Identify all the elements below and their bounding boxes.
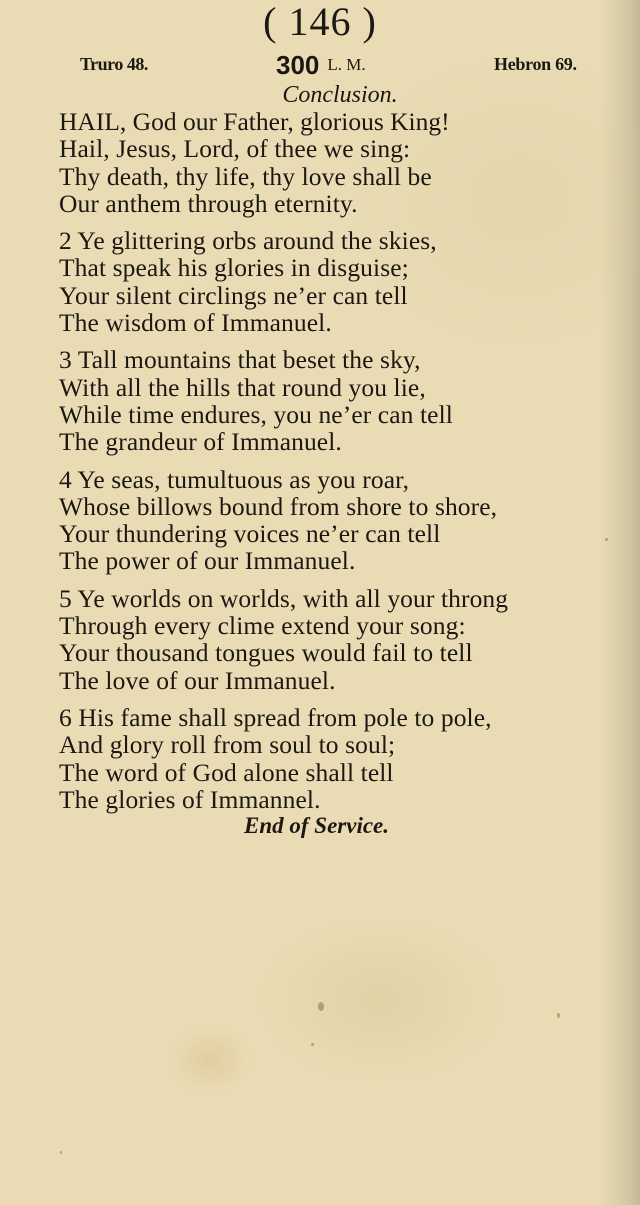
verse-line: 2 Ye glittering orbs around the skies, — [59, 226, 437, 256]
paper-speck — [60, 1151, 62, 1154]
verse-line: 4 Ye seas, tumultuous as you roar, — [59, 464, 410, 494]
verse-line: And glory roll from soul to soul; — [59, 730, 396, 760]
verse-line: 5 Ye worlds on worlds, with all your throng — [59, 583, 509, 613]
meter: L. M. — [327, 55, 366, 74]
verse-line: Through every clime extend your song: — [59, 611, 466, 641]
paper-speck — [557, 1013, 560, 1018]
stanza-6 — [59, 704, 639, 813]
verse-line: That speak his glories in disguise; — [59, 253, 409, 283]
verse-line: Hail, Jesus, Lord, of thee we sing: — [59, 134, 411, 164]
verse-line: The power of our Immanuel. — [59, 546, 356, 576]
verse-line: The grandeur of Immanuel. — [59, 427, 342, 457]
verse-line: Your thousand tongues would fail to tell — [59, 638, 473, 668]
verse-line: Our anthem through eternity. — [59, 188, 358, 218]
verse-line: Thy death, thy life, thy love shall be — [59, 161, 432, 191]
verse-line: 3 Tall mountains that beset the sky, — [59, 345, 421, 375]
verse-line: 6 His fame shall spread from pole to pole, — [59, 702, 492, 732]
stanza-4 — [59, 466, 639, 575]
verse-line: With all the hills that round you lie, — [59, 372, 426, 402]
end-of-service: End of Service. — [244, 813, 390, 838]
verse-line: Your thundering voices ne’er can tell — [59, 519, 441, 549]
hymn-number: 300 — [276, 50, 320, 80]
stanza-1 — [59, 108, 639, 217]
verse-line: Whose billows bound from shore to shore, — [59, 491, 498, 521]
hymn-number-group — [276, 50, 366, 81]
verse-line: HAIL, God our Father, glorious King! — [59, 107, 450, 136]
verse-line: The wisdom of Immanuel. — [59, 308, 332, 338]
stanza-5 — [59, 585, 639, 694]
paper-speck — [311, 1043, 314, 1046]
tune-right: Hebron 69. — [494, 54, 577, 74]
verse-line: The word of God alone shall tell — [59, 757, 394, 787]
verse-line: Your silent circlings ne’er can tell — [59, 280, 408, 310]
hymn-header — [0, 50, 640, 82]
paper-speck — [605, 538, 608, 541]
stanza-3 — [59, 346, 639, 455]
hymn-subtitle: Conclusion. — [282, 82, 398, 108]
tune-left: Truro 48. — [80, 54, 148, 74]
verse-line: The glories of Immannel. — [59, 784, 321, 814]
page-number: ( 146 ) — [263, 0, 377, 44]
paper-speck — [318, 1002, 324, 1011]
stanza-2 — [59, 227, 639, 336]
hymn-text — [59, 108, 639, 823]
verse-line: While time endures, you ne’er can tell — [59, 399, 453, 429]
verse-line: The love of our Immanuel. — [59, 665, 336, 695]
